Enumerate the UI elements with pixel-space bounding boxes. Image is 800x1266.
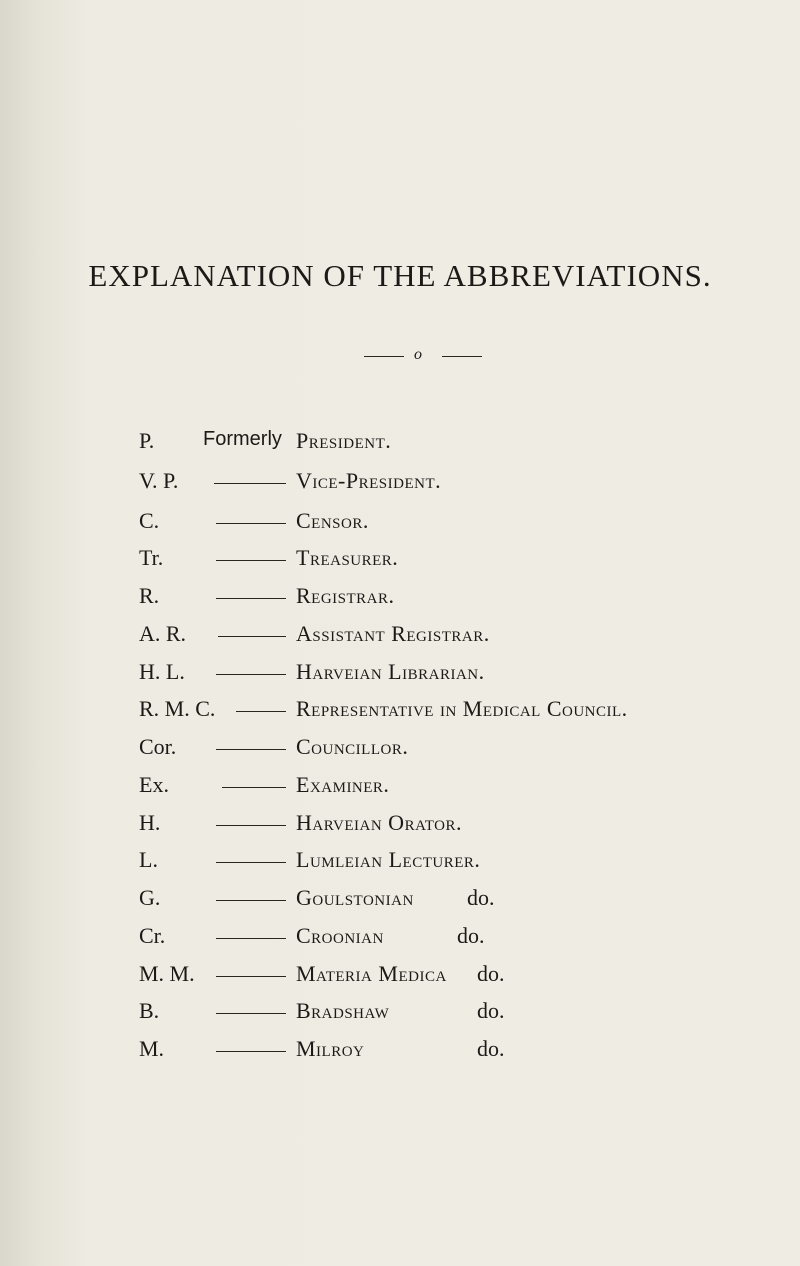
ditto-dash — [216, 862, 286, 863]
abbreviation-row — [0, 734, 800, 764]
ditto-dash — [216, 825, 286, 826]
abbreviation-meaning: Harveian Librarian. — [296, 659, 485, 684]
abbreviation-row — [0, 545, 800, 575]
abbreviation: H. — [139, 810, 161, 835]
ditto-dash — [216, 598, 286, 599]
abbreviation: P. — [139, 428, 155, 453]
abbreviation-row — [0, 885, 800, 915]
abbreviation-row — [0, 468, 800, 498]
separator-line-left — [364, 356, 404, 357]
abbreviation-meaning: President. — [296, 428, 392, 453]
ditto-dash — [216, 749, 286, 750]
ditto-dash — [214, 483, 286, 484]
abbreviation-row — [0, 508, 800, 538]
abbreviation: R. M. C. — [139, 696, 216, 721]
page-title: EXPLANATION OF THE ABBREVIATIONS. — [88, 258, 712, 293]
ditto-dash — [216, 1051, 286, 1052]
abbreviation-row — [0, 621, 800, 651]
formerly-label: Formerly — [203, 428, 282, 450]
abbreviation: M. M. — [139, 961, 195, 986]
ditto-mark: do. — [457, 923, 485, 948]
abbreviation-meaning: Censor. — [296, 508, 369, 533]
abbreviation-row — [0, 810, 800, 840]
ditto-mark: do. — [477, 1036, 505, 1061]
separator-mark: o — [414, 346, 422, 363]
separator-line-right — [442, 356, 482, 357]
abbreviation-meaning: Materia Medica — [296, 961, 447, 986]
abbreviation: C. — [139, 508, 160, 533]
abbreviation-meaning: Registrar. — [296, 583, 395, 608]
abbreviation-row — [0, 923, 800, 953]
abbreviation-row — [0, 428, 800, 458]
abbreviation-row — [0, 847, 800, 877]
title-separator — [364, 348, 482, 362]
ditto-dash — [216, 900, 286, 901]
abbreviation-meaning: Examiner. — [296, 772, 390, 797]
abbreviation-meaning: Councillor. — [296, 734, 409, 759]
ditto-dash — [216, 523, 286, 524]
abbreviation-meaning: Representative in Medical Council. — [296, 696, 628, 721]
abbreviation: Tr. — [139, 545, 164, 570]
abbreviation-meaning: Milroy — [296, 1036, 365, 1061]
abbreviation: M. — [139, 1036, 165, 1061]
abbreviation-meaning: Treasurer. — [296, 545, 399, 570]
abbreviation-row — [0, 772, 800, 802]
ditto-dash — [216, 560, 286, 561]
abbreviation: A. R. — [139, 621, 187, 646]
abbreviation-row — [0, 583, 800, 613]
ditto-mark: do. — [477, 961, 505, 986]
abbreviation: G. — [139, 885, 161, 910]
ditto-dash — [222, 787, 286, 788]
abbreviation-meaning: Bradshaw — [296, 998, 390, 1023]
abbreviation: R. — [139, 583, 160, 608]
abbreviation-row — [0, 659, 800, 689]
abbreviation-meaning: Assistant Registrar. — [296, 621, 490, 646]
ditto-mark: do. — [467, 885, 495, 910]
abbreviation: Ex. — [139, 772, 169, 797]
ditto-dash — [236, 711, 286, 712]
abbreviation-meaning: Harveian Orator. — [296, 810, 462, 835]
abbreviation: V. P. — [139, 468, 179, 493]
ditto-mark: do. — [477, 998, 505, 1023]
ditto-dash — [216, 674, 286, 675]
abbreviation: Cr. — [139, 923, 166, 948]
ditto-dash — [216, 1013, 286, 1014]
abbreviation-meaning: Goulstonian — [296, 885, 414, 910]
abbreviation-meaning: Lumleian Lecturer. — [296, 847, 481, 872]
abbreviation: Cor. — [139, 734, 177, 759]
abbreviation-row — [0, 1036, 800, 1066]
abbreviation-row — [0, 998, 800, 1028]
abbreviation: H. L. — [139, 659, 185, 684]
abbreviation-row — [0, 696, 800, 726]
abbreviation-meaning: Croonian — [296, 923, 384, 948]
abbreviation-row — [0, 961, 800, 991]
ditto-dash — [218, 636, 286, 637]
abbreviation-meaning: Vice-President. — [296, 468, 442, 493]
ditto-dash — [216, 976, 286, 977]
ditto-dash — [216, 938, 286, 939]
abbreviation: L. — [139, 847, 158, 872]
abbreviation: B. — [139, 998, 160, 1023]
